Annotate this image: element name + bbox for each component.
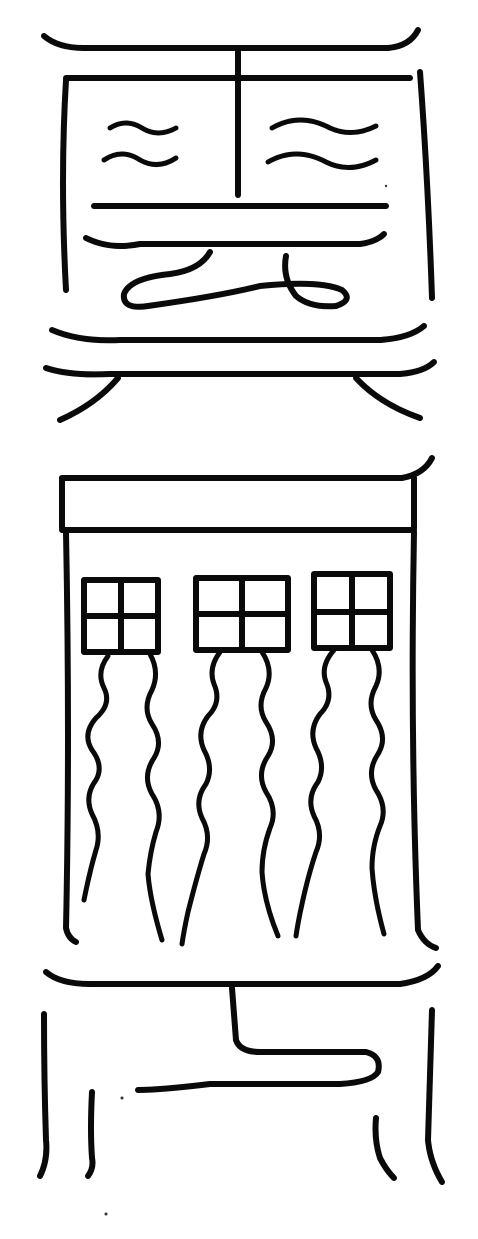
glyph-middle [62,458,436,948]
glyph-top [44,30,434,420]
